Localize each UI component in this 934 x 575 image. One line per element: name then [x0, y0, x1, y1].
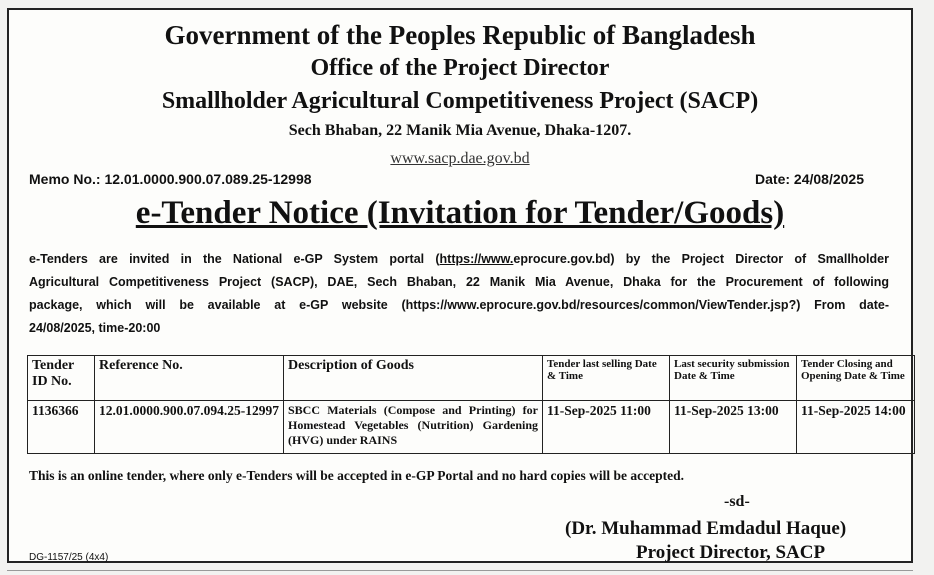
header-selling-date: Tender last selling Date & Time	[543, 356, 670, 401]
cell-description: SBCC Materials (Compose and Printing) for Homestead Vegetables (Nutrition) Gardening (HVG) under RAINS	[284, 401, 543, 454]
header-project: Smallholder Agricultural Competitiveness Project (SACP)	[161, 88, 759, 114]
header-tender-id: Tender ID No.	[28, 356, 95, 401]
invitation-paragraph	[29, 248, 889, 340]
egp-portal-link[interactable]: https://www.	[439, 252, 514, 266]
footer-code: DG-1157/25 (4x4)	[29, 552, 109, 563]
paragraph-line-1: e-Tenders are invited in the National e-GP System portal (https://www.eprocure.gov.bd) by the Project Director of Smallholder	[29, 252, 889, 266]
cell-selling-date: 11-Sep-2025 11:00	[543, 401, 670, 454]
header-address: Sech Bhaban, 22 Manik Mia Avenue, Dhaka-1207.	[288, 122, 632, 139]
memo-number: Memo No.: 12.01.0000.900.07.089.25-12998	[29, 171, 312, 187]
cell-reference: 12.01.0000.900.07.094.25-12997	[95, 401, 284, 454]
paragraph-line-4: 24/08/2025, time-20:00	[29, 321, 161, 335]
header-reference: Reference No.	[95, 356, 284, 401]
notice-date: Date: 24/08/2025	[755, 171, 864, 187]
page-bottom-divider	[7, 570, 913, 571]
signatory-designation: Project Director, SACP	[636, 542, 826, 563]
signature-mark: -sd-	[724, 493, 750, 510]
header-website-link[interactable]: www.sacp.dae.gov.bd	[390, 150, 530, 167]
table-row	[28, 401, 915, 454]
paragraph-line-2: Agricultural Competitiveness Project (SACP), DAE, Sech Bhaban, 22 Manik Mia Avenue, Dhaka for the Procurement of following	[29, 275, 889, 289]
header-security-date: Last security submission Date & Time	[670, 356, 797, 401]
online-tender-notice: This is an online tender, where only e-Tenders will be accepted in e-GP Portal and no hard copies will be accepted.	[29, 468, 685, 483]
header-office: Office of the Project Director	[310, 55, 610, 81]
cell-tender-id: 1136366	[28, 401, 95, 454]
cell-security-date: 11-Sep-2025 13:00	[670, 401, 797, 454]
header-closing-date: Tender Closing and Opening Date & Time	[797, 356, 915, 401]
page-title: e-Tender Notice (Invitation for Tender/Goods)	[135, 195, 785, 231]
header-description: Description of Goods	[284, 356, 543, 401]
cell-closing-date: 11-Sep-2025 14:00	[797, 401, 915, 454]
table-header-row	[28, 356, 915, 401]
tender-table	[27, 355, 915, 454]
paragraph-line-3: package, which will be available at e-GP website (https://www.eprocure.gov.bd/resources/common/ViewTender.jsp?) From date-	[29, 298, 889, 312]
header-government: Government of the Peoples Republic of Bangladesh	[164, 20, 756, 50]
tender-notice-frame	[7, 8, 913, 563]
signatory-name: (Dr. Muhammad Emdadul Haque)	[565, 518, 847, 539]
